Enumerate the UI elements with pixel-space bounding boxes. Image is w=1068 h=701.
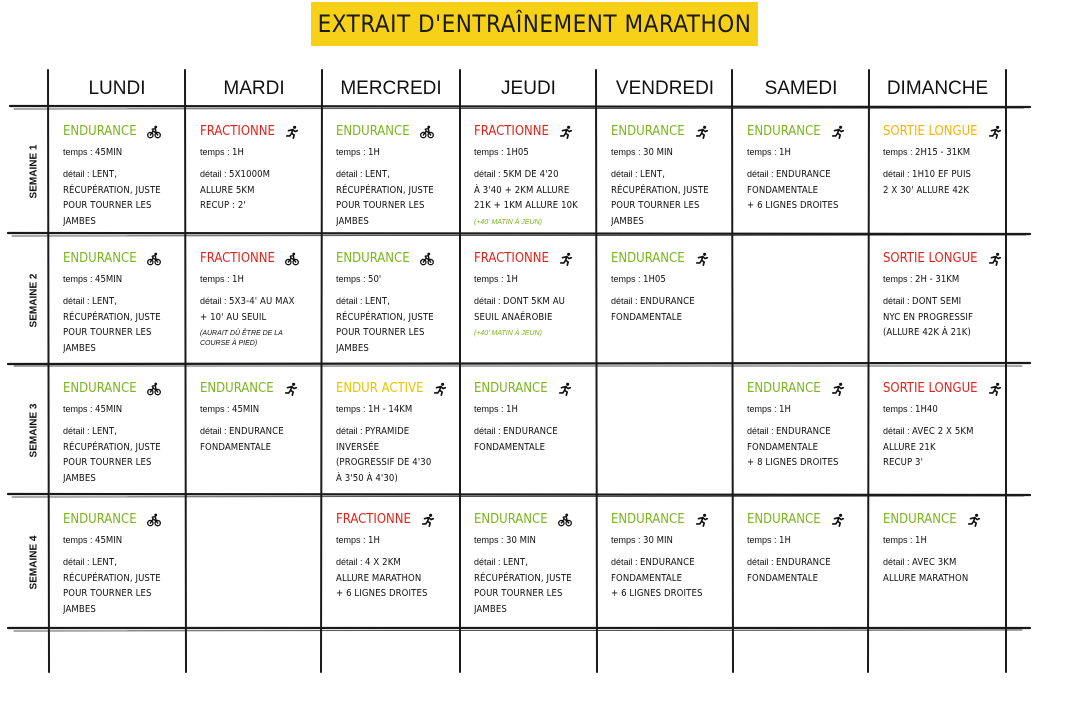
detail-label: détail : bbox=[611, 557, 638, 567]
cell-week3-vendredi bbox=[611, 381, 729, 491]
session-duration bbox=[883, 534, 1002, 547]
detail-label: détail : bbox=[474, 296, 501, 306]
detail-label: détail : bbox=[747, 169, 774, 179]
session-type-label: SORTIE LONGUE bbox=[883, 251, 978, 266]
duration-label: temps : bbox=[747, 404, 777, 414]
session-type-label: ENDURANCE bbox=[63, 124, 137, 139]
session-type-label: FRACTIONNÉ bbox=[200, 124, 275, 139]
bike-icon bbox=[558, 513, 572, 527]
session-duration bbox=[883, 146, 1002, 159]
duration-value: 1H bbox=[368, 535, 380, 546]
runner-icon bbox=[285, 125, 299, 139]
detail-value: AVEC 2 X 5KM ALLURE 21K RECUP 3' bbox=[883, 426, 974, 468]
session-type-label: ENDUR ACTIVE bbox=[336, 381, 424, 396]
session-type-label: ENDURANCE bbox=[747, 381, 821, 396]
duration-label: temps : bbox=[336, 147, 366, 157]
session-type bbox=[883, 381, 1002, 397]
duration-value: 1H40 bbox=[915, 404, 938, 415]
session-duration bbox=[63, 273, 181, 286]
duration-value: 1H bbox=[232, 147, 244, 158]
duration-label: temps : bbox=[883, 147, 913, 157]
session-type-label: SORTIE LONGUE bbox=[883, 124, 978, 139]
runner-icon bbox=[988, 252, 1002, 266]
detail-value: LENT, RÉCUPÉRATION, JUSTE POUR TOURNER LES JAMBES bbox=[63, 557, 161, 615]
duration-value: 45MIN bbox=[95, 535, 123, 546]
session-type bbox=[883, 512, 1002, 528]
detail-value: LENT, RÉCUPÉRATION, JUSTE POUR TOURNER LES JAMBES bbox=[336, 296, 434, 354]
week-label-2: SEMAINE 2 bbox=[28, 273, 40, 327]
duration-label: temps : bbox=[883, 535, 913, 545]
session-type-label: ENDURANCE bbox=[336, 124, 410, 139]
runner-icon bbox=[433, 382, 447, 396]
detail-label: détail : bbox=[200, 296, 227, 306]
day-header-mardi: MARDI bbox=[223, 78, 285, 99]
detail-label: détail : bbox=[200, 426, 227, 436]
detail-value: ENDURANCE FONDAMENTALE + 8 LIGNES DROITES bbox=[747, 426, 839, 468]
session-type bbox=[747, 124, 865, 140]
duration-label: temps : bbox=[336, 535, 366, 545]
session-type-label: ENDURANCE bbox=[883, 512, 957, 527]
duration-label: temps : bbox=[200, 404, 230, 414]
session-detail bbox=[747, 555, 865, 586]
bike-icon bbox=[147, 252, 161, 266]
runner-icon bbox=[558, 382, 572, 396]
session-type bbox=[200, 251, 318, 267]
session-duration bbox=[63, 403, 181, 416]
session-type bbox=[474, 512, 593, 528]
session-detail bbox=[474, 167, 593, 214]
session-detail bbox=[747, 424, 865, 471]
cell-week2-jeudi bbox=[474, 251, 593, 361]
session-duration bbox=[747, 534, 865, 547]
bike-icon bbox=[147, 382, 161, 396]
detail-label: détail : bbox=[883, 426, 910, 436]
session-duration bbox=[474, 273, 593, 286]
runner-icon bbox=[559, 252, 573, 266]
duration-value: 45MIN bbox=[95, 274, 123, 285]
bike-icon bbox=[147, 125, 161, 139]
session-detail bbox=[883, 424, 1002, 471]
session-type bbox=[474, 124, 593, 140]
session-type bbox=[474, 381, 593, 397]
session-type bbox=[63, 251, 181, 267]
session-type-label: ENDURANCE bbox=[611, 512, 685, 527]
duration-value: 45MIN bbox=[95, 147, 123, 158]
detail-value: ENDURANCE FONDAMENTALE bbox=[474, 426, 558, 453]
bike-icon bbox=[285, 252, 299, 266]
duration-value: 30 MIN bbox=[643, 147, 673, 158]
session-detail bbox=[611, 555, 729, 602]
detail-label: détail : bbox=[63, 169, 90, 179]
cell-week2-mardi bbox=[200, 251, 318, 361]
session-duration bbox=[611, 273, 729, 286]
cell-week3-dimanche bbox=[883, 381, 1002, 491]
session-detail bbox=[63, 424, 181, 486]
runner-icon bbox=[988, 382, 1002, 396]
detail-label: détail : bbox=[883, 296, 910, 306]
detail-value: 5KM DE 4'20 À 3'40 + 2KM ALLURE 21K + 1KM ALLURE 10K bbox=[474, 169, 578, 211]
duration-value: 1H bbox=[506, 274, 518, 285]
session-type-label: SORTIE LONGUE bbox=[883, 381, 978, 396]
duration-label: temps : bbox=[336, 404, 366, 414]
session-type-label: ENDURANCE bbox=[611, 251, 685, 266]
cell-week1-jeudi bbox=[474, 124, 593, 230]
page-title: EXTRAIT D'ENTRAÎNEMENT MARATHON bbox=[317, 10, 752, 38]
duration-value: 1H05 bbox=[506, 147, 529, 158]
session-type bbox=[336, 251, 456, 267]
session-duration bbox=[474, 146, 593, 159]
session-type-label: FRACTIONNÉ bbox=[474, 124, 549, 139]
session-type bbox=[63, 512, 181, 528]
detail-label: détail : bbox=[336, 426, 363, 436]
cell-week1-dimanche bbox=[883, 124, 1002, 230]
session-detail bbox=[883, 294, 1002, 341]
session-duration bbox=[883, 403, 1002, 416]
detail-value: ENDURANCE FONDAMENTALE + 6 LIGNES DROITES bbox=[611, 557, 703, 599]
session-type-label: ENDURANCE bbox=[63, 251, 137, 266]
session-type bbox=[200, 124, 318, 140]
duration-value: 1H bbox=[779, 535, 791, 546]
cell-week3-mercredi bbox=[336, 381, 456, 491]
session-duration bbox=[63, 534, 181, 547]
runner-icon bbox=[831, 382, 845, 396]
duration-label: temps : bbox=[611, 535, 641, 545]
session-detail bbox=[336, 555, 456, 602]
session-detail bbox=[611, 294, 729, 325]
session-detail bbox=[63, 555, 181, 617]
session-type bbox=[611, 124, 729, 140]
detail-label: détail : bbox=[474, 557, 501, 567]
duration-value: 1H bbox=[779, 404, 791, 415]
detail-value: PYRAMIDE INVERSÉE (PROGRESSIF DE 4'30 À 3'50 À 4'30) bbox=[336, 426, 432, 484]
duration-value: 2H15 - 31KM bbox=[915, 147, 971, 158]
session-duration bbox=[200, 146, 318, 159]
session-type bbox=[883, 251, 1002, 267]
session-type bbox=[336, 381, 456, 397]
session-type-label: ENDURANCE bbox=[474, 512, 548, 527]
cell-week4-vendredi bbox=[611, 512, 729, 624]
detail-label: détail : bbox=[747, 557, 774, 567]
duration-value: 2H - 31KM bbox=[915, 274, 960, 285]
cell-week4-dimanche bbox=[883, 512, 1002, 624]
session-type-label: ENDURANCE bbox=[63, 381, 137, 396]
duration-value: 1H bbox=[506, 404, 518, 415]
session-detail bbox=[474, 424, 593, 455]
detail-label: détail : bbox=[611, 296, 638, 306]
day-header-samedi: SAMEDI bbox=[764, 78, 838, 99]
session-type bbox=[63, 124, 181, 140]
day-header-mercredi: MERCREDI bbox=[340, 78, 442, 99]
duration-label: temps : bbox=[336, 274, 366, 284]
detail-value: DONT 5KM AU SEUIL ANAÉROBIE bbox=[474, 296, 566, 323]
runner-icon bbox=[284, 382, 298, 396]
session-detail bbox=[200, 294, 318, 325]
cell-week1-vendredi bbox=[611, 124, 729, 230]
detail-value: LENT, RÉCUPÉRATION, JUSTE POUR TOURNER LES JAMBES bbox=[611, 169, 709, 227]
session-type-label: ENDURANCE bbox=[747, 512, 821, 527]
duration-label: temps : bbox=[474, 147, 504, 157]
detail-label: détail : bbox=[63, 296, 90, 306]
session-duration bbox=[611, 534, 729, 547]
cell-week4-lundi bbox=[63, 512, 181, 624]
session-type-label: ENDURANCE bbox=[747, 124, 821, 139]
day-header-vendredi: VENDREDI bbox=[615, 78, 715, 99]
cell-week3-mardi bbox=[200, 381, 318, 491]
duration-value: 1H05 bbox=[643, 274, 666, 285]
detail-value: LENT, RÉCUPÉRATION, JUSTE POUR TOURNER LES JAMBES bbox=[63, 426, 161, 484]
session-detail bbox=[747, 167, 865, 214]
session-type-label: FRACTIONNÉ bbox=[200, 251, 275, 266]
duration-label: temps : bbox=[883, 274, 913, 284]
cell-week4-mercredi bbox=[336, 512, 456, 624]
detail-value: 1H10 EF PUIS 2 X 30' ALLURE 42K bbox=[883, 169, 972, 196]
session-type bbox=[747, 512, 865, 528]
duration-label: temps : bbox=[747, 535, 777, 545]
session-detail bbox=[336, 167, 456, 229]
detail-label: détail : bbox=[747, 426, 774, 436]
session-detail bbox=[200, 424, 318, 455]
cell-week2-lundi bbox=[63, 251, 181, 361]
session-type-label: ENDURANCE bbox=[200, 381, 274, 396]
duration-label: temps : bbox=[200, 274, 230, 284]
detail-value: 4 X 2KM ALLURE MARATHON + 6 LIGNES DROITES bbox=[336, 557, 428, 599]
session-duration bbox=[883, 273, 1002, 286]
detail-label: détail : bbox=[63, 426, 90, 436]
duration-value: 45MIN bbox=[95, 404, 123, 415]
session-duration bbox=[611, 146, 729, 159]
session-type bbox=[747, 381, 865, 397]
session-duration bbox=[336, 273, 456, 286]
cell-week4-mardi bbox=[200, 512, 318, 624]
week-label-4: SEMAINE 4 bbox=[28, 535, 40, 590]
cell-week2-dimanche bbox=[883, 251, 1002, 361]
detail-label: détail : bbox=[883, 169, 910, 179]
runner-icon bbox=[695, 513, 709, 527]
session-type-label: ENDURANCE bbox=[63, 512, 137, 527]
duration-value: 1H bbox=[232, 274, 244, 285]
detail-value: ENDURANCE FONDAMENTALE + 6 LIGNES DROITES bbox=[747, 169, 839, 211]
session-type-label: ENDURANCE bbox=[336, 251, 410, 266]
session-duration bbox=[200, 273, 318, 286]
day-header-lundi: LUNDI bbox=[88, 78, 146, 99]
cell-week3-jeudi bbox=[474, 381, 593, 491]
session-duration bbox=[474, 534, 593, 547]
duration-value: 1H bbox=[915, 535, 927, 546]
session-detail bbox=[200, 167, 318, 214]
duration-label: temps : bbox=[63, 404, 93, 414]
runner-icon bbox=[695, 252, 709, 266]
detail-value: LENT, RÉCUPÉRATION, JUSTE POUR TOURNER LES JAMBES bbox=[63, 296, 161, 354]
detail-value: AVEC 3KM ALLURE MARATHON bbox=[883, 557, 969, 584]
session-type bbox=[883, 124, 1002, 140]
week-label-1: SEMAINE 1 bbox=[28, 144, 40, 198]
session-detail bbox=[63, 167, 181, 229]
duration-label: temps : bbox=[747, 147, 777, 157]
detail-value: LENT, RÉCUPÉRATION, JUSTE POUR TOURNER LES JAMBES bbox=[336, 169, 434, 227]
duration-label: temps : bbox=[883, 404, 913, 414]
runner-icon bbox=[421, 513, 435, 527]
duration-value: 1H bbox=[368, 147, 380, 158]
bike-icon bbox=[420, 125, 434, 139]
runner-icon bbox=[831, 513, 845, 527]
detail-label: détail : bbox=[474, 169, 501, 179]
cell-week3-lundi bbox=[63, 381, 181, 491]
runner-icon bbox=[831, 125, 845, 139]
session-type-label: FRACTIONNÉ bbox=[336, 512, 411, 527]
title-banner bbox=[311, 2, 758, 46]
runner-icon bbox=[988, 125, 1002, 139]
runner-icon bbox=[559, 125, 573, 139]
detail-value: ENDURANCE FONDAMENTALE bbox=[200, 426, 284, 453]
cell-week1-samedi bbox=[747, 124, 865, 230]
session-detail bbox=[336, 294, 456, 356]
cell-week1-lundi bbox=[63, 124, 181, 230]
duration-value: 30 MIN bbox=[506, 535, 536, 546]
bike-icon bbox=[420, 252, 434, 266]
detail-label: détail : bbox=[883, 557, 910, 567]
session-duration bbox=[747, 146, 865, 159]
runner-icon bbox=[695, 125, 709, 139]
session-type bbox=[611, 512, 729, 528]
detail-label: détail : bbox=[63, 557, 90, 567]
detail-value: 5X1000M ALLURE 5KM RECUP : 2' bbox=[200, 169, 271, 211]
duration-label: temps : bbox=[474, 274, 504, 284]
session-type bbox=[336, 512, 456, 528]
detail-value: ENDURANCE FONDAMENTALE bbox=[747, 557, 831, 584]
session-duration bbox=[336, 534, 456, 547]
session-note: (+40' MATIN À JEUN) bbox=[474, 330, 542, 337]
cell-week4-samedi bbox=[747, 512, 865, 624]
detail-label: détail : bbox=[474, 426, 501, 436]
detail-value: DONT SEMI NYC EN PROGRESSIF (ALLURE 42K À 21K) bbox=[883, 296, 974, 338]
duration-value: 50' bbox=[368, 274, 382, 285]
session-detail bbox=[63, 294, 181, 356]
day-header-dimanche: DIMANCHE bbox=[886, 78, 989, 99]
session-type bbox=[336, 124, 456, 140]
detail-label: détail : bbox=[611, 169, 638, 179]
duration-label: temps : bbox=[474, 404, 504, 414]
session-duration bbox=[336, 146, 456, 159]
session-duration bbox=[336, 403, 456, 416]
runner-icon bbox=[967, 513, 981, 527]
session-detail bbox=[883, 167, 1002, 198]
cell-week4-jeudi bbox=[474, 512, 593, 624]
session-type bbox=[611, 251, 729, 267]
session-detail bbox=[336, 424, 456, 486]
detail-label: détail : bbox=[336, 296, 363, 306]
session-detail bbox=[474, 555, 593, 617]
session-type-label: ENDURANCE bbox=[611, 124, 685, 139]
duration-value: 30 MIN bbox=[643, 535, 673, 546]
duration-value: 1H bbox=[779, 147, 791, 158]
detail-label: détail : bbox=[336, 169, 363, 179]
session-detail bbox=[474, 294, 593, 325]
session-duration bbox=[63, 146, 181, 159]
session-detail bbox=[883, 555, 1002, 586]
duration-label: temps : bbox=[63, 274, 93, 284]
detail-label: détail : bbox=[200, 169, 227, 179]
detail-value: ENDURANCE FONDAMENTALE bbox=[611, 296, 695, 323]
duration-label: temps : bbox=[63, 147, 93, 157]
detail-label: détail : bbox=[336, 557, 363, 567]
duration-value: 1H - 14KM bbox=[368, 404, 413, 415]
session-type bbox=[63, 381, 181, 397]
session-note: (AURAIT DÛ ÊTRE DE LA COURSE À PIED) bbox=[200, 330, 283, 347]
cell-week3-samedi bbox=[747, 381, 865, 491]
cell-week2-vendredi bbox=[611, 251, 729, 361]
duration-label: temps : bbox=[474, 535, 504, 545]
cell-week2-mercredi bbox=[336, 251, 456, 361]
detail-value: 5X3-4' AU MAX + 10' AU SEUIL bbox=[200, 296, 295, 323]
session-detail bbox=[611, 167, 729, 229]
cell-week1-mardi bbox=[200, 124, 318, 230]
bike-icon bbox=[147, 513, 161, 527]
session-note: (+40' MATIN À JEUN) bbox=[474, 218, 542, 226]
session-type-label: FRACTIONNÉ bbox=[474, 251, 549, 266]
week-label-3: SEMAINE 3 bbox=[28, 403, 40, 458]
cell-week2-samedi bbox=[747, 251, 865, 361]
session-duration bbox=[747, 403, 865, 416]
duration-label: temps : bbox=[611, 274, 641, 284]
detail-value: LENT, RÉCUPÉRATION, JUSTE POUR TOURNER LES JAMBES bbox=[474, 557, 572, 615]
session-duration bbox=[200, 403, 318, 416]
session-type bbox=[474, 251, 593, 267]
day-header-jeudi: JEUDI bbox=[501, 78, 556, 99]
cell-week1-mercredi bbox=[336, 124, 456, 230]
duration-label: temps : bbox=[200, 147, 230, 157]
duration-value: 45MIN bbox=[232, 404, 260, 415]
session-duration bbox=[474, 403, 593, 416]
session-type bbox=[200, 381, 318, 397]
duration-label: temps : bbox=[611, 147, 641, 157]
detail-value: LENT, RÉCUPÉRATION, JUSTE POUR TOURNER LES JAMBES bbox=[63, 169, 161, 227]
duration-label: temps : bbox=[63, 535, 93, 545]
session-type-label: ENDURANCE bbox=[474, 381, 548, 396]
